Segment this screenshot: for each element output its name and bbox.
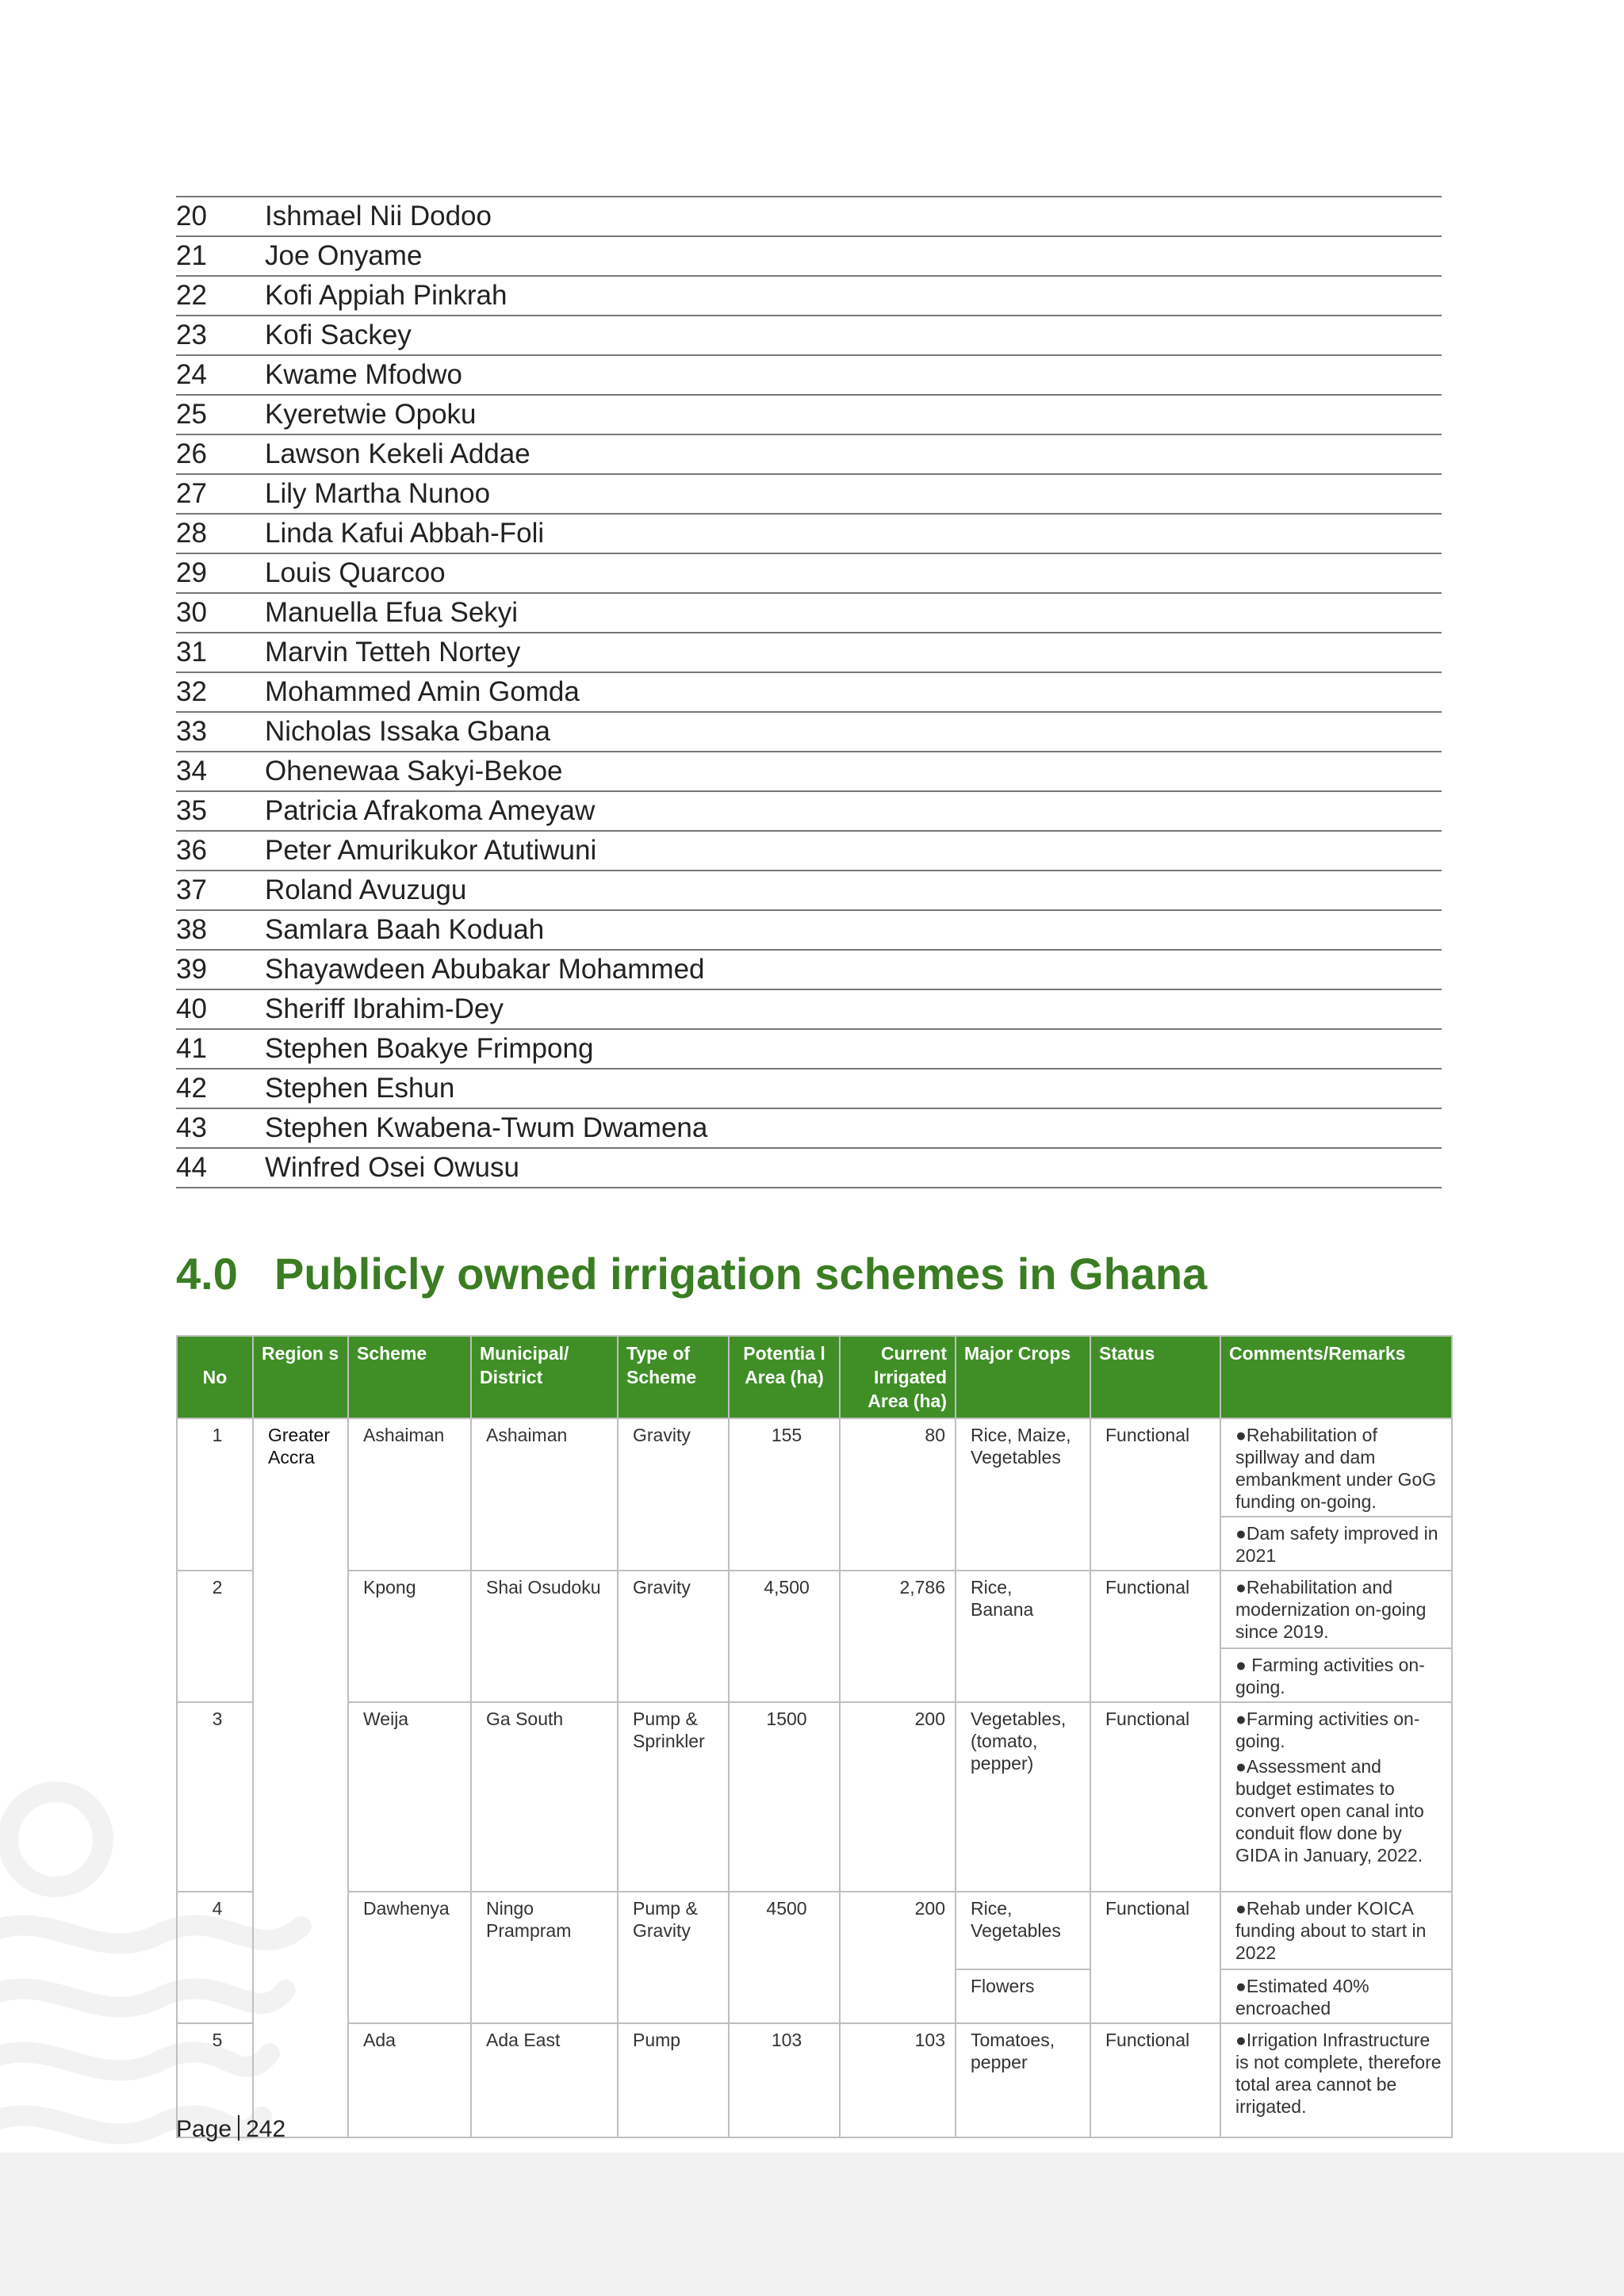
list-item [176, 871, 1442, 911]
scheme-cell: Ashaiman [348, 1418, 471, 1571]
list-item [176, 594, 1442, 633]
header-scheme: Scheme [348, 1336, 471, 1418]
current-area-cell: 200 [840, 1702, 956, 1892]
list-item [176, 1030, 1442, 1070]
crops-cell: Tomatoes, pepper [956, 2023, 1090, 2137]
header-major-crops: Major Crops [956, 1336, 1090, 1418]
list-item [176, 1149, 1442, 1188]
section-title: Publicly owned irrigation schemes in Ghana [274, 1249, 1208, 1299]
status-cell: Functional [1090, 2023, 1220, 2137]
list-item-number: 34 [176, 756, 207, 786]
list-item [176, 1109, 1442, 1149]
current-area-cell: 80 [840, 1418, 956, 1571]
table-row [177, 2023, 1452, 2137]
list-item [176, 554, 1442, 594]
row-no: 1 [177, 1418, 253, 1571]
list-item-number: 30 [176, 597, 207, 628]
remark-cell: ●Rehab under KOICA funding about to start in 2022 [1220, 1892, 1452, 1969]
list-item [176, 1070, 1442, 1109]
scheme-cell: Ada [348, 2023, 471, 2137]
list-item-name: Patricia Afrakoma Ameyaw [265, 795, 596, 826]
type-cell: Gravity [618, 1418, 729, 1571]
list-item [176, 197, 1442, 237]
list-item [176, 792, 1442, 832]
header-potential-area: Potentia l Area (ha) [729, 1336, 840, 1418]
type-cell: Gravity [618, 1571, 729, 1702]
list-item-number: 39 [176, 954, 207, 985]
section-heading [176, 1248, 1207, 1299]
page-footer [176, 2115, 285, 2143]
list-item-name: Marvin Tetteh Nortey [265, 637, 521, 668]
table-row [177, 1571, 1452, 1648]
list-item-number: 33 [176, 716, 207, 747]
list-item-number: 36 [176, 835, 207, 866]
list-item [176, 277, 1442, 316]
list-item [176, 633, 1442, 673]
list-item-number: 35 [176, 795, 207, 826]
crops-cell: Rice, Vegetables [956, 1892, 1090, 1969]
list-item-number: 29 [176, 557, 207, 588]
type-cell: Pump & Sprinkler [618, 1702, 729, 1892]
header-current-area: Current Irrigated Area (ha) [840, 1336, 956, 1418]
list-item [176, 951, 1442, 990]
scheme-cell: Dawhenya [348, 1892, 471, 2023]
remark-cell: ●Irrigation Infrastructure is not complete, therefore total area cannot be irrigated. [1220, 2023, 1452, 2137]
list-item-name: Kofi Sackey [265, 320, 412, 350]
header-district: Municipal/ District [471, 1336, 618, 1418]
crops-cell: Rice, Maize, Vegetables [956, 1418, 1090, 1571]
footer-band [0, 2152, 1624, 2296]
list-item-name: Kofi Appiah Pinkrah [265, 280, 508, 311]
list-item-name: Kyeretwie Opoku [265, 399, 477, 430]
list-item [176, 356, 1442, 396]
page-number: 242 [246, 2116, 286, 2142]
list-item-number: 44 [176, 1152, 207, 1183]
district-cell: Ada East [471, 2023, 618, 2137]
list-item [176, 752, 1442, 792]
list-item-number: 22 [176, 280, 207, 311]
list-item-name: Linda Kafui Abbah-Foli [265, 518, 545, 549]
remark-cell: ●Dam safety improved in 2021 [1220, 1517, 1452, 1571]
remark-cell: ●Rehabilitation and modernization on-going since 2019. [1220, 1571, 1452, 1648]
remark-cell: ●Farming activities on-going. [1220, 1702, 1452, 1755]
status-cell: Functional [1090, 1702, 1220, 1892]
remark-cell: ●Estimated 40% encroached [1220, 1969, 1452, 2023]
potential-area-cell: 4,500 [729, 1571, 840, 1702]
crops-cell: Rice, Banana [956, 1571, 1090, 1702]
status-cell: Functional [1090, 1571, 1220, 1702]
list-item-number: 20 [176, 201, 207, 232]
list-item-number: 32 [176, 676, 207, 707]
potential-area-cell: 155 [729, 1418, 840, 1571]
crops-cell: Flowers [956, 1969, 1090, 2023]
type-cell: Pump [618, 2023, 729, 2137]
list-item-name: Lawson Kekeli Addae [265, 438, 530, 469]
table-header-row [177, 1336, 1452, 1418]
list-item [176, 990, 1442, 1030]
list-item [176, 396, 1442, 435]
list-item-name: Winfred Osei Owusu [265, 1152, 519, 1183]
status-cell: Functional [1090, 1892, 1220, 2023]
current-area-cell: 200 [840, 1892, 956, 2023]
list-item-name: Nicholas Issaka Gbana [265, 716, 550, 747]
list-item-name: Joe Onyame [265, 240, 423, 271]
type-cell: Pump & Gravity [618, 1892, 729, 2023]
list-item-name: Sheriff Ibrahim-Dey [265, 993, 504, 1024]
list-item [176, 911, 1442, 951]
district-cell: Shai Osudoku [471, 1571, 618, 1702]
scheme-cell: Weija [348, 1702, 471, 1892]
attendee-list [176, 196, 1442, 1188]
list-item-name: Samlara Baah Koduah [265, 914, 545, 945]
header-remarks: Comments/Remarks [1220, 1336, 1452, 1418]
list-item-name: Peter Amurikukor Atutiwuni [265, 835, 597, 866]
region-cell: Greater Accra [253, 1418, 348, 2137]
status-cell: Functional [1090, 1418, 1220, 1571]
table-row [177, 1418, 1452, 1517]
list-item-name: Ohenewaa Sakyi-Bekoe [265, 756, 563, 786]
district-cell: Ga South [471, 1702, 618, 1892]
list-item-name: Stephen Boakye Frimpong [265, 1033, 594, 1064]
row-no: 3 [177, 1702, 253, 1892]
irrigation-schemes-table [176, 1335, 1453, 2138]
list-item-number: 27 [176, 478, 207, 509]
current-area-cell: 2,786 [840, 1571, 956, 1702]
section-number: 4.0 [176, 1249, 238, 1299]
list-item [176, 475, 1442, 515]
list-item-name: Manuella Efua Sekyi [265, 597, 519, 628]
list-item-name: Shayawdeen Abubakar Mohammed [265, 954, 705, 985]
list-item-number: 28 [176, 518, 207, 549]
list-item-name: Roland Avuzugu [265, 874, 467, 905]
potential-area-cell: 103 [729, 2023, 840, 2137]
potential-area-cell: 4500 [729, 1892, 840, 2023]
list-item-name: Mohammed Amin Gomda [265, 676, 580, 707]
list-item-name: Ishmael Nii Dodoo [265, 201, 492, 232]
list-item-number: 41 [176, 1033, 207, 1064]
list-item [176, 673, 1442, 713]
remark-cell: ● Farming activities on-going. [1220, 1648, 1452, 1702]
list-item-number: 43 [176, 1112, 207, 1143]
list-item [176, 713, 1442, 752]
list-item [176, 435, 1442, 475]
row-no: 5 [177, 2023, 253, 2137]
list-item-name: Kwame Mfodwo [265, 359, 462, 390]
list-item-number: 24 [176, 359, 207, 390]
district-cell: Ningo Prampram [471, 1892, 618, 2023]
list-item [176, 237, 1442, 277]
list-item-number: 38 [176, 914, 207, 945]
header-no: No [177, 1336, 253, 1418]
page-separator [238, 2115, 239, 2141]
remark-cell: ●Assessment and budget estimates to convert open canal into conduit flow done by GIDA in January, 2022. [1220, 1755, 1452, 1892]
list-item-name: Stephen Kwabena-Twum Dwamena [265, 1112, 708, 1143]
list-item-number: 25 [176, 399, 207, 430]
row-no: 2 [177, 1571, 253, 1702]
list-item-number: 21 [176, 240, 207, 271]
list-item-number: 42 [176, 1073, 207, 1104]
potential-area-cell: 1500 [729, 1702, 840, 1892]
list-item [176, 515, 1442, 554]
list-item-number: 26 [176, 438, 207, 469]
list-item-name: Lily Martha Nunoo [265, 478, 491, 509]
list-item-number: 40 [176, 993, 207, 1024]
header-regions: Region s [253, 1336, 348, 1418]
crops-cell: Vegetables, (tomato, pepper) [956, 1702, 1090, 1892]
list-item-number: 23 [176, 320, 207, 350]
list-item-number: 31 [176, 637, 207, 668]
row-no: 4 [177, 1892, 253, 2023]
table-row [177, 1702, 1452, 1755]
list-item-number: 37 [176, 874, 207, 905]
list-item [176, 832, 1442, 871]
remark-cell: ●Rehabilitation of spillway and dam embankment under GoG funding on-going. [1220, 1418, 1452, 1517]
header-status: Status [1090, 1336, 1220, 1418]
table-row [177, 1892, 1452, 1969]
scheme-cell: Kpong [348, 1571, 471, 1702]
header-type: Type of Scheme [618, 1336, 729, 1418]
list-item [176, 316, 1442, 356]
list-item-name: Stephen Eshun [265, 1073, 455, 1104]
current-area-cell: 103 [840, 2023, 956, 2137]
page-label: Page [176, 2116, 232, 2142]
list-item-name: Louis Quarcoo [265, 557, 446, 588]
district-cell: Ashaiman [471, 1418, 618, 1571]
